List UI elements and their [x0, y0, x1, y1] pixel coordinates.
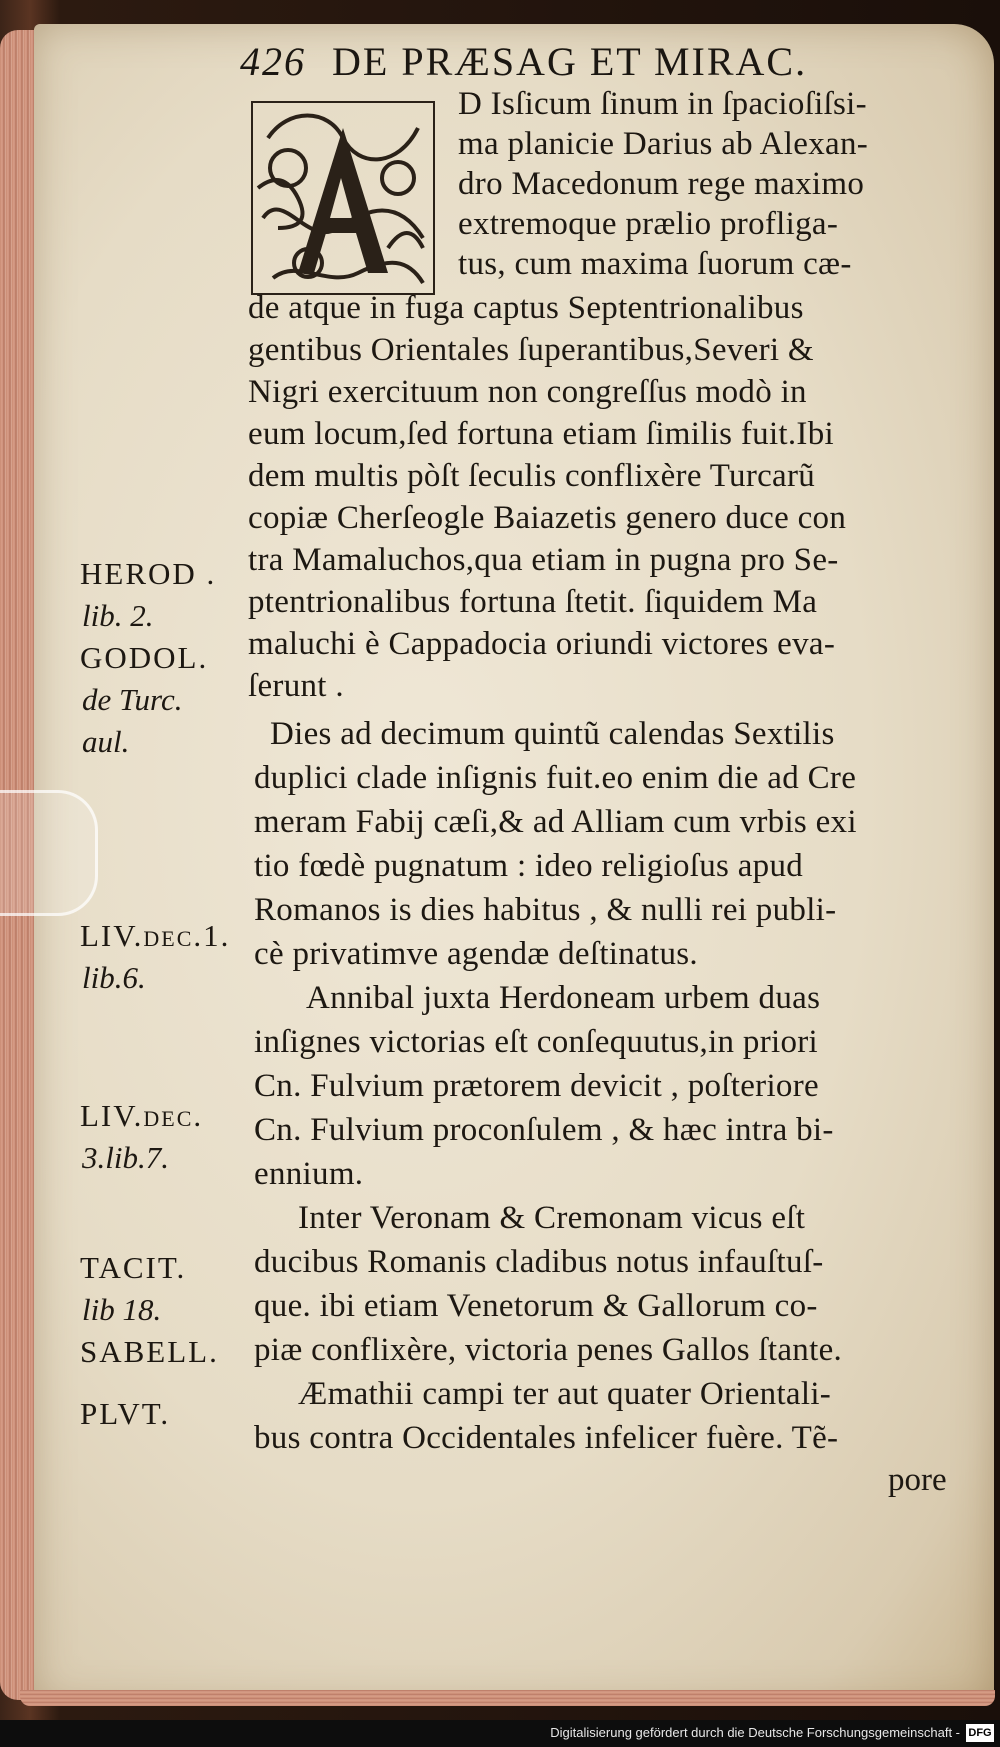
text-line: tus, cum maxima ſuorum cæ- — [458, 246, 852, 282]
footer-credit: Digitalisierung gefördert durch die Deutsche Forschungsgemeinschaft - — [550, 1725, 960, 1740]
text-line: ducibus Romanis cladibus notus infauſtuſ- — [254, 1244, 824, 1280]
margin-note: lib.6. — [82, 960, 146, 995]
margin-note: lib. 2. — [82, 598, 154, 633]
text-line: Dies ad decimum quintũ calendas Sextilis — [270, 716, 835, 752]
text-line: gentibus Orientales ſuperantibus,Severi & — [248, 332, 814, 368]
text-line: extremoque prælio profliga- — [458, 206, 839, 242]
text-line: Cn. Fulvium prætorem devicit , poſteriore — [254, 1068, 819, 1104]
text-line: dem multis pòſt ſeculis conflixère Turcarũ — [248, 458, 816, 494]
text-line: Inter Veronam & Cremonam vicus eſt — [298, 1200, 806, 1236]
text-line: copiæ Cherſeogle Baiazetis genero duce con — [248, 500, 847, 536]
text-line: Annibal juxta Herdoneam urbem duas — [306, 980, 821, 1016]
catchword: pore — [888, 1462, 947, 1498]
margin-note: SABELL. — [80, 1334, 219, 1369]
margin-note: lib 18. — [82, 1292, 162, 1327]
text-line: de atque in fuga captus Septentrionalibus — [248, 290, 804, 326]
text-line: duplici clade inſignis fuit.eo enim die ad Cre — [254, 760, 857, 796]
text-line: dro Macedonum rege maximo — [458, 166, 865, 202]
text-line: que. ibi etiam Venetorum & Gallorum co- — [254, 1288, 818, 1324]
margin-note: LIV.dec. — [80, 1098, 204, 1133]
margin-note: TACIT. — [80, 1250, 187, 1285]
text-line: tio fœdè pugnatum : ideo religioſus apud — [254, 848, 804, 884]
footer-bar — [0, 1720, 1000, 1747]
text-line: ptentrionalibus fortuna ſtetit. ſiquidem Ma — [248, 584, 818, 620]
text-line: meram Fabij cæſi,& ad Alliam cum vrbis exi — [254, 804, 857, 840]
book-bottom-edge — [20, 1690, 995, 1706]
text-line: cè privatimve agendæ deſtinatus. — [254, 936, 698, 972]
margin-note: PLVT. — [80, 1396, 171, 1431]
text-line: Æmathii campi ter aut quater Orientali- — [298, 1376, 832, 1412]
text-line: ennium. — [254, 1156, 364, 1192]
text-line: bus contra Occidentales infelicer fuère. Tẽ- — [254, 1420, 839, 1456]
page-clip — [0, 790, 98, 916]
margin-note: de Turc. — [82, 682, 183, 717]
margin-note: HEROD . — [80, 556, 217, 591]
text-line: ſerunt . — [248, 668, 344, 704]
text-line: maluchi è Cappadocia oriundi victores eva- — [248, 626, 836, 662]
text-line: ma planicie Darius ab Alexan- — [458, 126, 869, 162]
text-line: Nigri exercituum non congreſſus modò in — [248, 374, 807, 410]
page-number: 426 — [240, 39, 306, 84]
page-header — [240, 38, 960, 85]
dfg-logo-icon: DFG — [966, 1724, 994, 1742]
margin-note: GODOL. — [80, 640, 209, 675]
text-line: eum locum,ſed fortuna etiam ſimilis fuit.Ibi — [248, 416, 834, 452]
text-line: D Isſicum ſinum in ſpacioſiſsi- — [458, 86, 867, 122]
text-line: Romanos is dies habitus , & nulli rei publi- — [254, 892, 837, 928]
margin-note: 3.lib.7. — [82, 1140, 169, 1175]
text-line: tra Mamaluchos,qua etiam in pugna pro Se- — [248, 542, 839, 578]
margin-note: aul. — [82, 724, 130, 759]
margin-note: LIV.dec.1. — [80, 918, 231, 953]
running-title: DE PRÆSAG ET MIRAC. — [332, 39, 808, 84]
decorated-initial-icon — [248, 98, 438, 298]
text-line: Cn. Fulvium proconſulem , & hæc intra bi- — [254, 1112, 834, 1148]
text-line: piæ conflixère, victoria penes Gallos ſtante. — [254, 1332, 843, 1368]
text-line: inſignes victorias eſt conſequutus,in priori — [254, 1024, 819, 1060]
